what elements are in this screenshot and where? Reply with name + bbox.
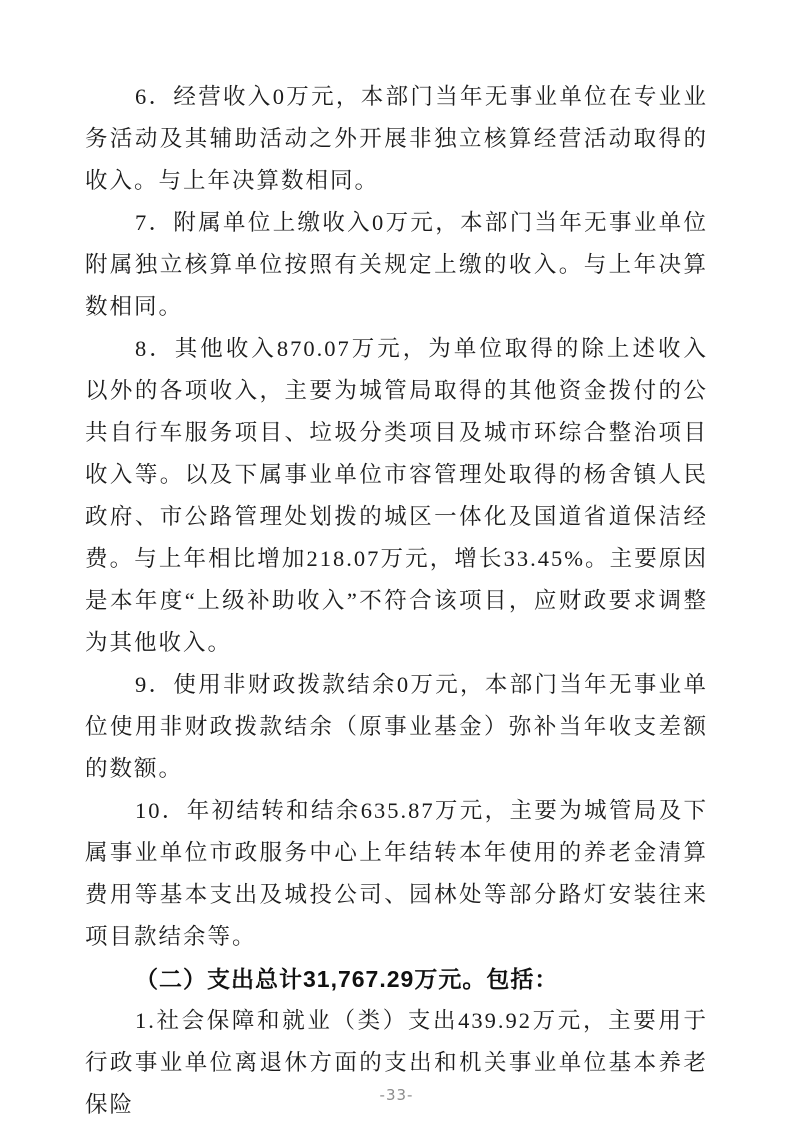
heading-total-expenditure: （二）支出总计31,767.29万元。包括： bbox=[135, 966, 559, 992]
paragraph-other-income: 8．其他收入870.07万元，为单位取得的除上述收入以外的各项收入，主要为城管局取得的其他资金拨付的公共自行车服务项目、垃圾分类项目及城市环综合整治项目收入等。以及下属事业单位市容管理处取得的杨舍镇人民政府、市公路管理处划拨的城区一体化及国道省道保洁经费。与上年相比增加218.07万元，增长33.45%。主要原因是本年度“上级补助收入”不符合该项目，应财政要求调整为其他收入。 bbox=[85, 336, 708, 655]
paragraph-operating-income: 6．经营收入0万元，本部门当年无事业单位在专业业务活动及其辅助活动之外开展非独立核算经营活动取得的收入。与上年决算数相同。 bbox=[85, 84, 708, 193]
paragraph-social-security-employment-expenditure: 1.社会保障和就业（类）支出439.92万元，主要用于行政事业单位离退休方面的支出和机关事业单位基本养老保险 bbox=[85, 1008, 708, 1117]
paragraph-non-fiscal-allocation-balance: 9．使用非财政拨款结余0万元，本部门当年无事业单位使用非财政拨款结余（原事业基金）弥补当年收支差额的数额。 bbox=[85, 672, 708, 781]
document-body bbox=[85, 76, 708, 1122]
page-number: -33- bbox=[379, 1086, 414, 1104]
page-footer bbox=[0, 1086, 793, 1105]
paragraph-beginning-year-carryover-balance: 10．年初结转和结余635.87万元，主要为城管局及下属事业单位市政服务中心上年结转本年使用的养老金清算费用等基本支出及城投公司、园林处等部分路灯安装往来项目款结余等。 bbox=[85, 798, 708, 949]
paragraph-affiliated-unit-remitted-income: 7．附属单位上缴收入0万元，本部门当年无事业单位附属独立核算单位按照有关规定上缴的收入。与上年决算数相同。 bbox=[85, 210, 708, 319]
